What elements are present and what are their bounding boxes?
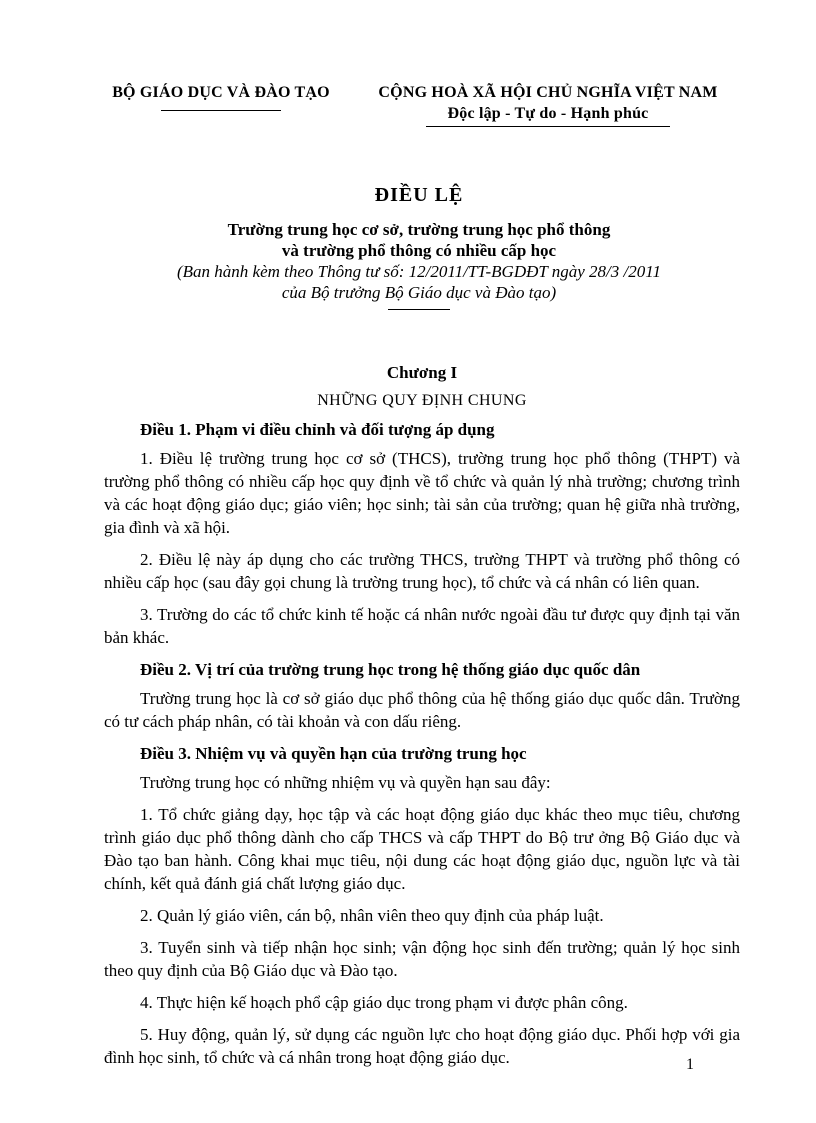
issuance-note-line2: của Bộ trưởng Bộ Giáo dục và Đào tạo) (281, 283, 557, 302)
document-subtitle-line1: Trường trung học cơ sở, trường trung học phổ thông (227, 220, 611, 239)
article-2-paragraph-1: Trường trung học là cơ sở giáo dục phổ thông của hệ thống giáo dục quốc dân. Trường có tư cách pháp nhân, có tài khoản và con dấu riêng. (104, 689, 740, 731)
chapter-label: Chương I (386, 363, 458, 382)
article-1-paragraph-1: 1. Điều lệ trường trung học cơ sở (THCS), trường trung học phổ thông (THPT) và trường phổ thông có nhiều cấp học quy định về tổ chức và quản lý nhà trường; chương trình và các hoạt động giáo dục; giáo viên; học sinh; tài sản của trường; quan hệ giữa nhà trường, gia đình và xã hội. (104, 449, 740, 537)
article-1-paragraph-3: 3. Trường do các tổ chức kinh tế hoặc cá nhân nước ngoài đầu tư được quy định tại văn bản khác. (104, 605, 740, 647)
article-3-paragraph-3: 3. Tuyển sinh và tiếp nhận học sinh; vận động học sinh đến trường; quản lý học sinh theo quy định của Bộ Giáo dục và Đào tạo. (104, 938, 740, 980)
national-motto: Độc lập - Tự do - Hạnh phúc (447, 105, 649, 122)
document-title: ĐIỀU LỆ (374, 184, 464, 206)
article-3-paragraph-5: 5. Huy động, quản lý, sử dụng các nguồn lực cho hoạt động giáo dục. Phối hợp với gia đình học sinh, tổ chức và cá nhân trong hoạt động giáo dục. (104, 1025, 740, 1067)
national-title: CỘNG HOÀ XÃ HỘI CHỦ NGHĨA VIỆT NAM (378, 84, 718, 101)
document-body (104, 362, 740, 1078)
ministry-underline (161, 110, 281, 111)
issuance-note-line1: (Ban hành kèm theo Thông tư số: 12/2011/TT-BGDĐT ngày 28/3 /2011 (177, 262, 661, 281)
motto-underline (426, 126, 670, 127)
article-3-intro: Trường trung học có những nhiệm vụ và quyền hạn sau đây: (140, 773, 551, 792)
article-1-heading: Điều 1. Phạm vi điều chỉnh và đối tượng áp dụng (140, 420, 495, 439)
article-3-paragraph-4: 4. Thực hiện kế hoạch phổ cập giáo dục trong phạm vi được phân công. (140, 993, 628, 1012)
article-3-heading: Điều 3. Nhiệm vụ và quyền hạn của trường trung học (140, 744, 527, 763)
ministry-header (96, 84, 346, 111)
article-3-paragraph-2: 2. Quản lý giáo viên, cán bộ, nhân viên theo quy định của pháp luật. (140, 906, 604, 925)
title-block (96, 184, 742, 310)
title-divider (388, 309, 450, 310)
document-subtitle-line2: và trường phổ thông có nhiều cấp học (281, 241, 557, 260)
article-2-heading: Điều 2. Vị trí của trường trung học trong hệ thống giáo dục quốc dân (140, 660, 641, 679)
chapter-name: NHỮNG QUY ĐỊNH CHUNG (317, 392, 527, 409)
article-3-paragraph-1: 1. Tổ chức giảng dạy, học tập và các hoạt động giáo dục khác theo mục tiêu, chương trình giáo dục phổ thông dành cho cấp THCS và cấp THPT do Bộ trư ởng Bộ Giáo dục và Đào tạo ban hành. Công khai mục tiêu, nội dung các hoạt động giáo dục, nguồn lực và tài chính, kết quả đánh giá chất lượng giáo dục. (104, 805, 740, 893)
ministry-name: BỘ GIÁO DỤC VÀ ĐÀO TẠO (112, 84, 330, 101)
page-number: 1 (686, 1056, 694, 1073)
article-1-paragraph-2: 2. Điều lệ này áp dụng cho các trường THCS, trường THPT và trường phổ thông có nhiều cấp học (sau đây gọi chung là trường trung học), tổ chức và cá nhân có liên quan. (104, 550, 740, 592)
national-header (368, 84, 728, 127)
